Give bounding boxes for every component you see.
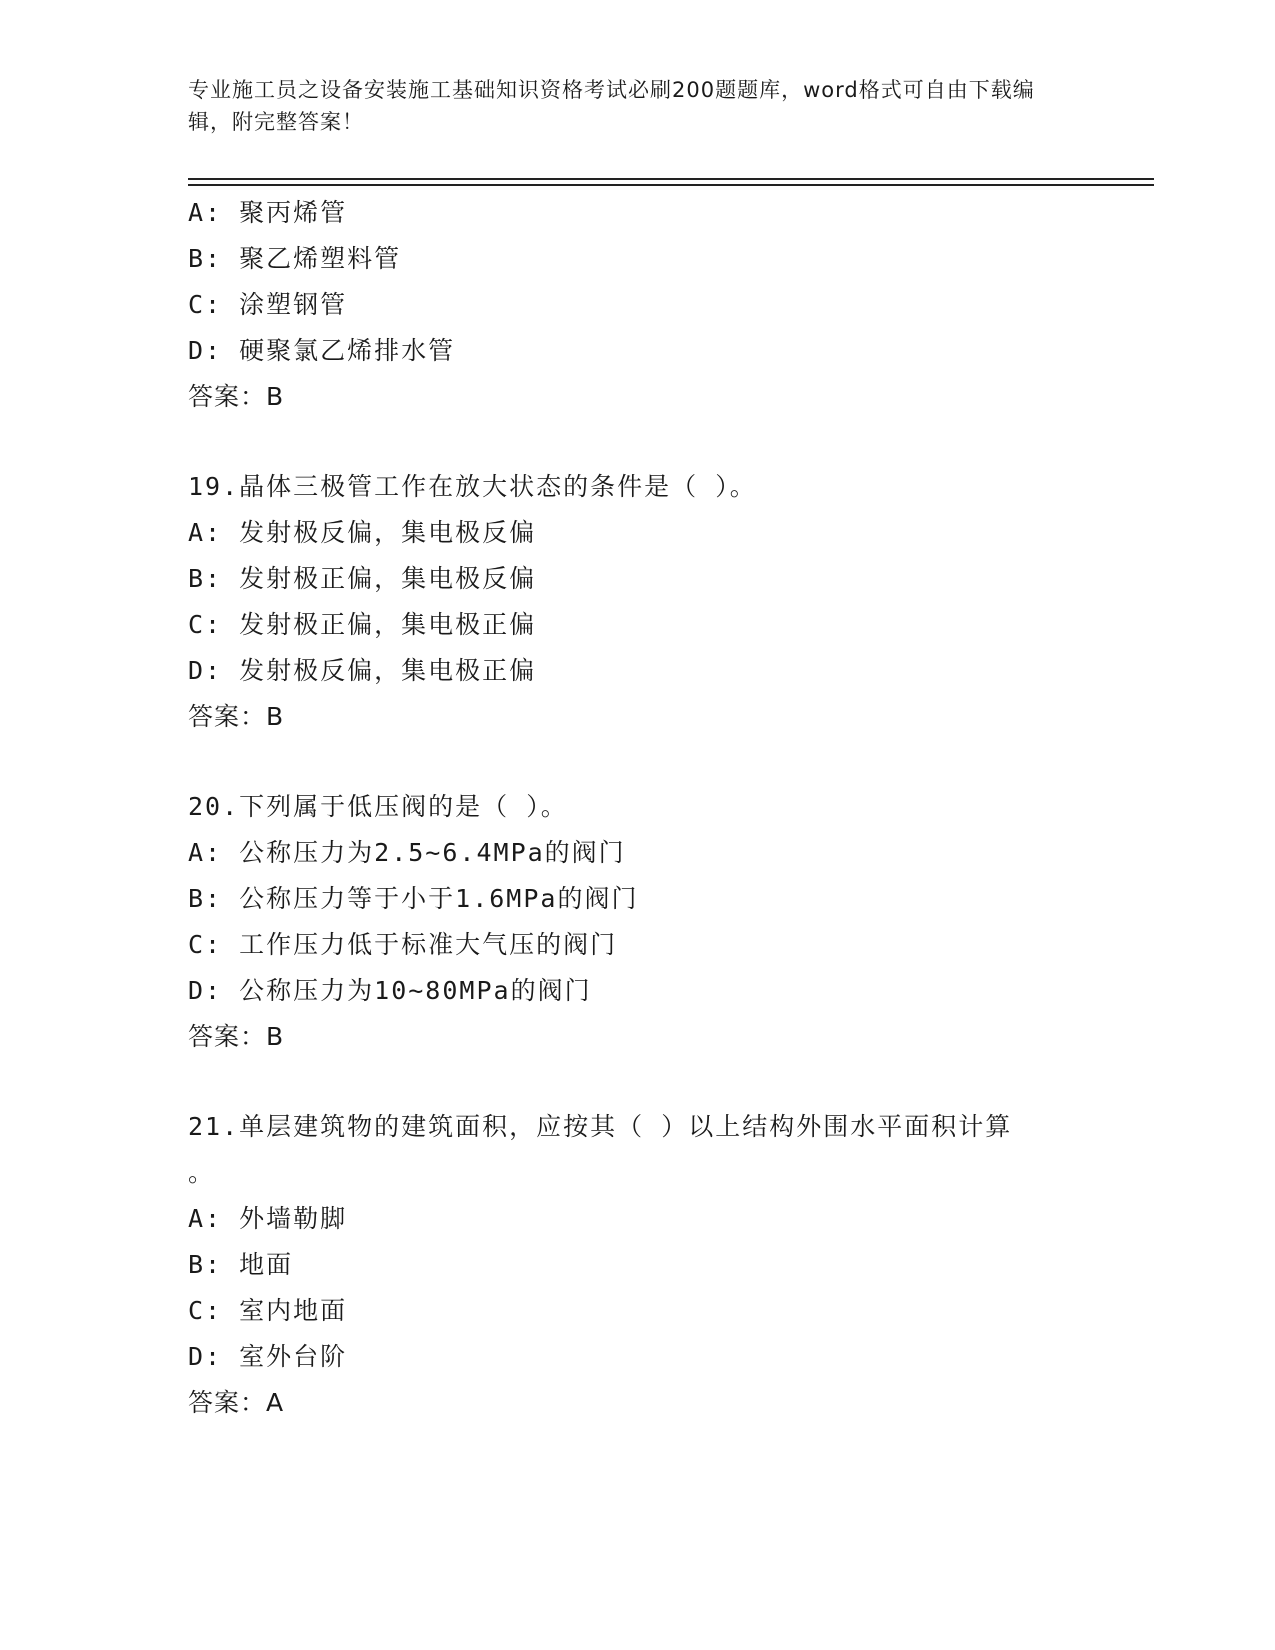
option-a: A: 公称压力为2.5~6.4MPa的阀门 [188, 838, 626, 867]
question-stem-continuation: 。 [188, 1158, 216, 1187]
answer: 答案：B [188, 382, 285, 411]
option-c: C: 工作压力低于标准大气压的阀门 [188, 930, 618, 959]
option-a: A: 发射极反偏，集电极反偏 [188, 518, 537, 547]
option-c: C: 室内地面 [188, 1296, 348, 1325]
answer: 答案：B [188, 1022, 285, 1051]
option-b: B: 公称压力等于小于1.6MPa的阀门 [188, 884, 639, 913]
option-d: D: 公称压力为10~80MPa的阀门 [188, 976, 592, 1005]
option-d: D: 发射极反偏，集电极正偏 [188, 656, 537, 685]
option-c: C: 涂塑钢管 [188, 290, 348, 319]
question-stem: 21.单层建筑物的建筑面积，应按其（ ）以上结构外围水平面积计算 [188, 1112, 1013, 1141]
question-stem: 19.晶体三极管工作在放大状态的条件是（ ）。 [188, 472, 757, 501]
option-b: B: 发射极正偏，集电极反偏 [188, 564, 537, 593]
question-21 [188, 1104, 1088, 1426]
document-header: 专业施工员之设备安装施工基础知识资格考试必刷200题题库，word格式可自由下载编辑，附完整答案！ [188, 78, 1035, 134]
option-c: C: 发射极正偏，集电极正偏 [188, 610, 537, 639]
answer: 答案：A [188, 1388, 285, 1417]
option-d: D: 硬聚氯乙烯排水管 [188, 336, 456, 365]
option-d: D: 室外台阶 [188, 1342, 348, 1371]
question-20 [188, 784, 1088, 1060]
header-divider-top [188, 178, 1154, 180]
option-a: A: 聚丙烯管 [188, 198, 348, 227]
question-18 [188, 190, 1088, 420]
question-stem: 20.下列属于低压阀的是（ ）。 [188, 792, 568, 821]
answer: 答案：B [188, 702, 285, 731]
header-divider-bottom [188, 184, 1154, 186]
option-a: A: 外墙勒脚 [188, 1204, 348, 1233]
question-19 [188, 464, 1088, 740]
question-list [188, 190, 1088, 1426]
option-b: B: 地面 [188, 1250, 294, 1279]
option-b: B: 聚乙烯塑料管 [188, 244, 402, 273]
